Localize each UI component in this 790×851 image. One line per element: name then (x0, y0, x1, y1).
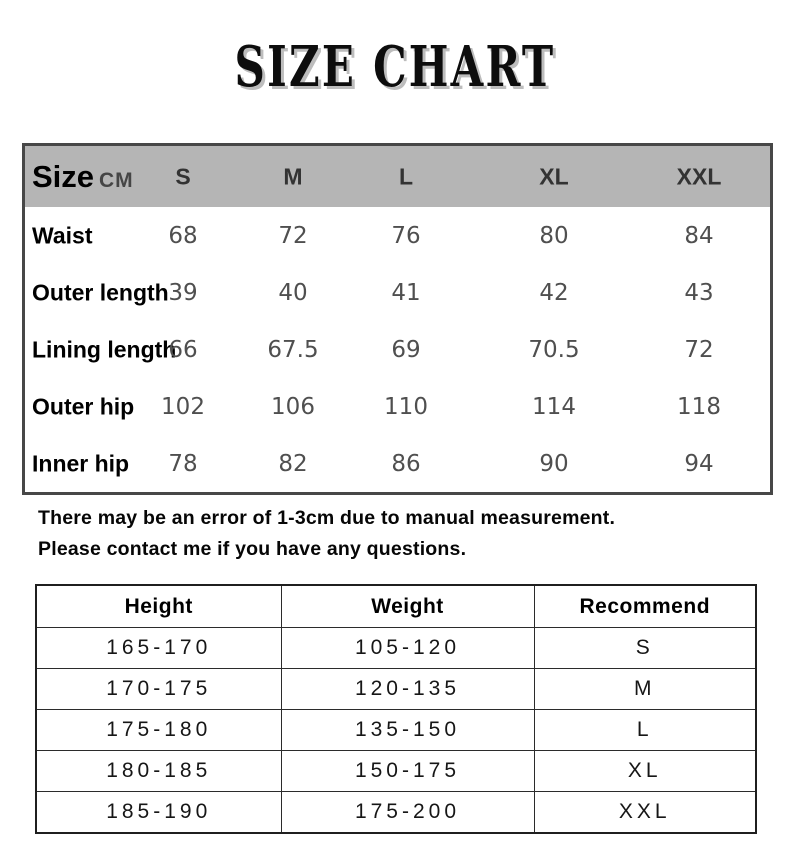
recommend-row-xxl (36, 792, 756, 834)
cell-value: 39 (168, 279, 198, 306)
recommend-size: L (534, 710, 756, 751)
size-header-s: S (175, 163, 191, 189)
cell-value: 94 (684, 450, 714, 477)
cell-value: 72 (278, 222, 308, 249)
height-range: 185-190 (36, 792, 281, 834)
note-line-1: There may be an error of 1-3cm due to manual measurement. (38, 507, 616, 529)
size-corner-label: Size (32, 158, 95, 194)
row-label: Waist (32, 222, 93, 248)
row-label: Lining length (32, 336, 177, 362)
cell-value: 114 (532, 393, 576, 420)
header-height: Height (36, 585, 281, 628)
height-range: 165-170 (36, 628, 281, 669)
size-header-m: M (283, 163, 303, 189)
header-weight: Weight (281, 585, 534, 628)
cell-value: 80 (539, 222, 569, 249)
recommend-row-s (36, 628, 756, 669)
cell-value: 69 (391, 336, 421, 363)
cell-value: 118 (677, 393, 721, 420)
measurement-note (38, 503, 615, 565)
cell-value: 41 (391, 279, 421, 306)
height-range: 175-180 (36, 710, 281, 751)
cell-value: 84 (684, 222, 714, 249)
cell-value: 90 (539, 450, 569, 477)
row-label: Outer length (32, 279, 169, 305)
weight-range: 175-200 (281, 792, 534, 834)
cell-value: 70.5 (528, 336, 580, 363)
cell-value: 68 (168, 222, 198, 249)
size-table-row-waist (25, 207, 770, 264)
recommend-table (35, 584, 757, 834)
cell-value: 43 (684, 279, 714, 306)
note-line-2: Please contact me if you have any questions. (38, 538, 467, 560)
cell-value: 40 (278, 279, 308, 306)
row-label: Outer hip (32, 393, 135, 419)
cell-value: 86 (391, 450, 421, 477)
recommend-table-header-row (36, 585, 756, 628)
recommend-size: M (534, 669, 756, 710)
weight-range: 135-150 (281, 710, 534, 751)
cell-value: 106 (271, 393, 315, 420)
recommend-row-m (36, 669, 756, 710)
cell-value: 102 (161, 393, 205, 420)
size-table-row-outer-length (25, 264, 770, 321)
size-table-row-inner-hip (25, 435, 770, 492)
cell-value: 110 (384, 393, 428, 420)
recommend-row-l (36, 710, 756, 751)
cell-value: 82 (278, 450, 308, 477)
height-range: 180-185 (36, 751, 281, 792)
weight-range: 120-135 (281, 669, 534, 710)
row-label: Inner hip (32, 450, 130, 476)
size-header-xxl: XXL (676, 163, 722, 189)
recommend-size: XL (534, 751, 756, 792)
cell-value: 72 (684, 336, 714, 363)
unit-label: CM (99, 168, 134, 192)
page-title: SIZE CHART (234, 34, 556, 100)
size-header-l: L (398, 163, 414, 189)
header-recommend: Recommend (534, 585, 756, 628)
cell-value: 78 (168, 450, 198, 477)
recommend-row-xl (36, 751, 756, 792)
recommend-size: S (534, 628, 756, 669)
size-header-xl: XL (539, 163, 569, 189)
weight-range: 150-175 (281, 751, 534, 792)
weight-range: 105-120 (281, 628, 534, 669)
cell-value: 66 (168, 336, 198, 363)
cell-value: 42 (539, 279, 569, 306)
size-table-row-outer-hip (25, 378, 770, 435)
cell-value: 67.5 (267, 336, 319, 363)
size-table-header (25, 146, 770, 207)
size-table-row-lining-length (25, 321, 770, 378)
cell-value: 76 (391, 222, 421, 249)
height-range: 170-175 (36, 669, 281, 710)
size-table (22, 143, 773, 495)
recommend-size: XXL (534, 792, 756, 834)
